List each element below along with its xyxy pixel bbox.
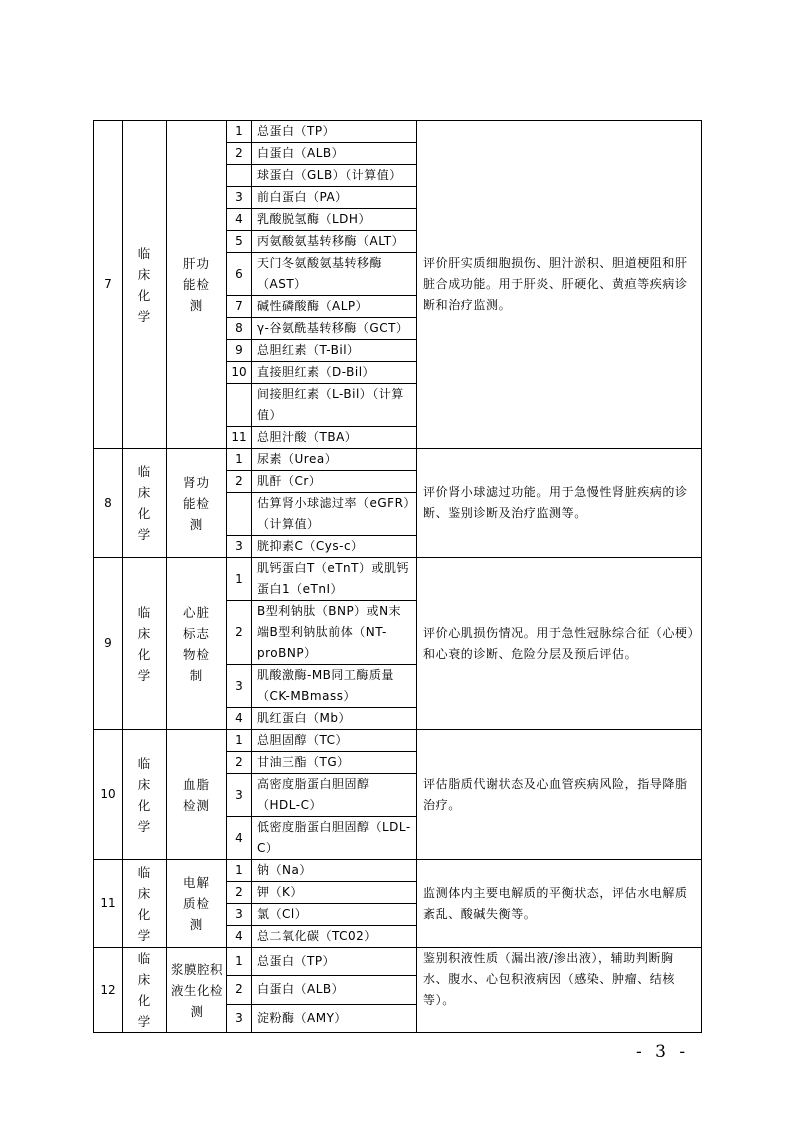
item-index: 10 — [227, 362, 252, 384]
table-row — [94, 948, 702, 976]
item-index: 1 — [227, 449, 252, 471]
item-name: 甘油三酯（TG） — [252, 752, 417, 774]
item-name: γ-谷氨酰基转移酶（GCT） — [252, 318, 417, 340]
item-name: 肌酐（Cr） — [252, 471, 417, 493]
group-number: 8 — [94, 449, 123, 558]
item-index: 8 — [227, 318, 252, 340]
item-name: 高密度脂蛋白胆固醇（HDL-C） — [252, 774, 417, 817]
group-category — [123, 558, 167, 730]
project-text: 血脂检测 — [182, 776, 210, 813]
item-name: 氯（Cl） — [252, 904, 417, 926]
item-index — [227, 493, 252, 536]
item-name: 肌红蛋白（Mb） — [252, 708, 417, 730]
item-index: 2 — [227, 976, 252, 1004]
item-index: 4 — [227, 708, 252, 730]
project-text: 肾功能检测 — [182, 474, 210, 532]
item-index: 3 — [227, 904, 252, 926]
item-name: 钠（Na） — [252, 860, 417, 882]
item-name: 低密度脂蛋白胆固醇（LDL-C） — [252, 817, 417, 860]
item-name: 胱抑素C（Cys-c） — [252, 536, 417, 558]
item-name: 总蛋白（TP） — [252, 948, 417, 976]
item-index: 11 — [227, 427, 252, 449]
category-text: 临床化学 — [137, 755, 152, 834]
item-index: 3 — [227, 774, 252, 817]
table-row — [94, 730, 702, 752]
item-index: 2 — [227, 882, 252, 904]
item-index: 1 — [227, 121, 252, 143]
group-project — [167, 860, 227, 948]
group-number: 7 — [94, 121, 123, 449]
item-name: 丙氨酸氨基转移酶（ALT） — [252, 231, 417, 253]
item-name: 前白蛋白（PA） — [252, 187, 417, 209]
group-description: 鉴别积液性质（漏出液/渗出液），辅助判断胸水、腹水、心包积液病因（感染、肿瘤、结核等）。 — [417, 948, 702, 1033]
item-name: B型利钠肽（BNP）或N末端B型利钠肽前体（NT-proBNP） — [252, 601, 417, 665]
item-name: 直接胆红素（D-Bil） — [252, 362, 417, 384]
item-index: 3 — [227, 536, 252, 558]
group-project — [167, 121, 227, 449]
group-description: 评价肾小球滤过功能。用于急慢性肾脏疾病的诊断、鉴别诊断及治疗监测等。 — [417, 449, 702, 558]
item-name: 总二氧化碳（TC02） — [252, 926, 417, 948]
table-row — [94, 449, 702, 471]
group-category — [123, 121, 167, 449]
item-name: 淀粉酶（AMY） — [252, 1004, 417, 1032]
category-text: 临床化学 — [137, 245, 152, 324]
item-index: 3 — [227, 665, 252, 708]
item-index: 2 — [227, 601, 252, 665]
test-items-table — [93, 120, 702, 1033]
group-project — [167, 449, 227, 558]
group-category — [123, 730, 167, 860]
item-index: 3 — [227, 1004, 252, 1032]
category-text: 临床化学 — [137, 464, 152, 542]
group-category — [123, 860, 167, 948]
item-name: 球蛋白（GLB）（计算值） — [252, 165, 417, 187]
group-category — [123, 948, 167, 1033]
item-name: 肌酸激酶-MB同工酶质量（CK-MBmass） — [252, 665, 417, 708]
group-number: 10 — [94, 730, 123, 860]
item-index: 3 — [227, 187, 252, 209]
group-category — [123, 449, 167, 558]
item-index: 5 — [227, 231, 252, 253]
group-number: 11 — [94, 860, 123, 948]
group-number: 9 — [94, 558, 123, 730]
item-index: 7 — [227, 296, 252, 318]
table-row — [94, 860, 702, 882]
item-index: 1 — [227, 730, 252, 752]
item-name: 白蛋白（ALB） — [252, 976, 417, 1004]
group-description: 评价心肌损伤情况。用于急性冠脉综合征（心梗）和心衰的诊断、危险分层及预后评估。 — [417, 558, 702, 730]
item-name: 肌钙蛋白T（eTnT）或肌钙蛋白1（eTnI） — [252, 558, 417, 601]
category-text: 临床化学 — [137, 864, 152, 943]
group-description: 监测体内主要电解质的平衡状态，评估水电解质紊乱、酸碱失衡等。 — [417, 860, 702, 948]
project-text: 肝功能检测 — [182, 256, 210, 313]
item-index: 2 — [227, 752, 252, 774]
item-index — [227, 165, 252, 187]
item-index: 4 — [227, 209, 252, 231]
group-description: 评估脂质代谢状态及心血管疾病风险，指导降脂治疗。 — [417, 730, 702, 860]
item-index: 2 — [227, 143, 252, 165]
item-index: 1 — [227, 948, 252, 976]
item-name: 碱性磷酸酶（ALP） — [252, 296, 417, 318]
project-text: 浆膜腔积液生化检测 — [170, 961, 223, 1019]
category-text: 临床化学 — [137, 604, 152, 683]
page-number: - 3 - — [636, 1042, 690, 1062]
item-name: 总蛋白（TP） — [252, 121, 417, 143]
item-name: 尿素（Urea） — [252, 449, 417, 471]
item-index: 4 — [227, 817, 252, 860]
table-row — [94, 558, 702, 601]
item-name: 天门冬氨酸氨基转移酶（AST） — [252, 253, 417, 296]
item-name: 总胆红素（T-Bil） — [252, 340, 417, 362]
table-row — [94, 121, 702, 143]
item-index: 9 — [227, 340, 252, 362]
group-description: 评价肝实质细胞损伤、胆汁淤积、胆道梗阻和肝脏合成功能。用于肝炎、肝硬化、黄疸等疾病诊断和治疗监测。 — [417, 121, 702, 449]
category-text: 临床化学 — [137, 951, 152, 1029]
item-index: 1 — [227, 558, 252, 601]
group-number: 12 — [94, 948, 123, 1033]
item-index: 1 — [227, 860, 252, 882]
project-text: 电解质检测 — [182, 875, 210, 932]
group-project — [167, 558, 227, 730]
item-name: 总胆固醇（TC） — [252, 730, 417, 752]
table-body — [94, 121, 702, 1033]
item-index: 4 — [227, 926, 252, 948]
group-project — [167, 730, 227, 860]
item-name: 间接胆红素（L-Bil）（计算值） — [252, 384, 417, 427]
item-index: 6 — [227, 253, 252, 296]
item-index: 2 — [227, 471, 252, 493]
project-text: 心脏标志物检制 — [182, 604, 210, 683]
item-name: 估算肾小球滤过率（eGFR）（计算值） — [252, 493, 417, 536]
item-name: 总胆汁酸（TBA） — [252, 427, 417, 449]
group-project — [167, 948, 227, 1033]
item-name: 乳酸脱氢酶（LDH） — [252, 209, 417, 231]
item-name: 白蛋白（ALB） — [252, 143, 417, 165]
item-index — [227, 384, 252, 427]
item-name: 钾（K） — [252, 882, 417, 904]
